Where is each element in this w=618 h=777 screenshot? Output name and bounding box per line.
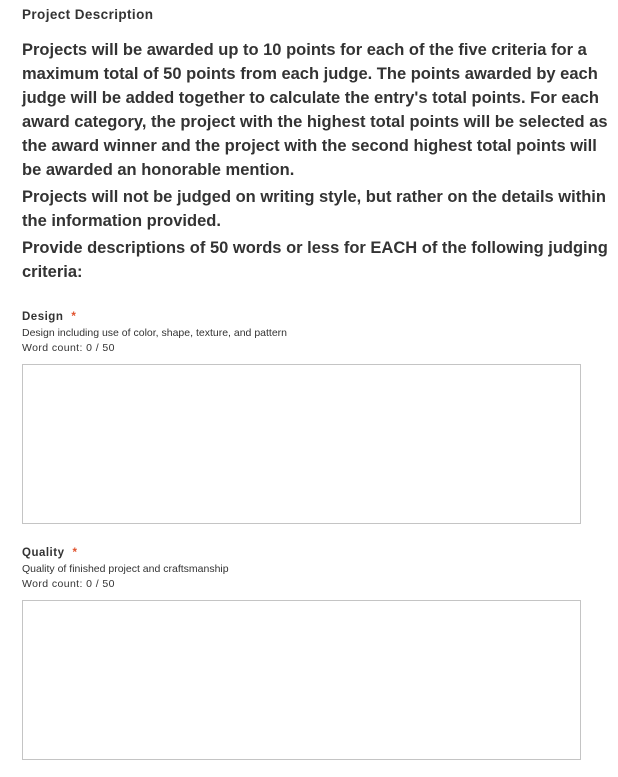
required-indicator: * [71,311,77,323]
intro-paragraph-instructions: Provide descriptions of 50 words or less for EACH of the following judging criteria: [22,239,608,281]
design-label [22,310,582,324]
intro-paragraph-scoring: Projects will be awarded up to 10 points for each of the five criteria for a maximum total of 50 points from each judge. The points awarded by each judge will be added together to calculate the entry's total points. For each award category, the project with the highest total points will be selected as the award winner and the project with the second highest total points will be awarded an honorable mention. [22,41,608,179]
quality-field [22,546,582,760]
quality-label [22,546,582,560]
design-help-text: Design including use of color, shape, texture, and pattern [22,327,288,339]
design-label-text: Design [22,311,64,323]
quality-help-text: Quality of finished project and craftsmanship [22,563,229,575]
design-textarea[interactable] [22,364,581,524]
intro-paragraph-writing-style: Projects will not be judged on writing style, but rather on the details within the information provided. [22,188,606,230]
required-indicator: * [72,547,78,559]
quality-textarea[interactable] [22,600,581,760]
quality-word-count: Word count: 0 / 50 [22,578,115,590]
section-title: Project Description [22,7,154,22]
design-word-count: Word count: 0 / 50 [22,342,115,354]
quality-label-text: Quality [22,547,65,559]
design-field [22,310,582,524]
